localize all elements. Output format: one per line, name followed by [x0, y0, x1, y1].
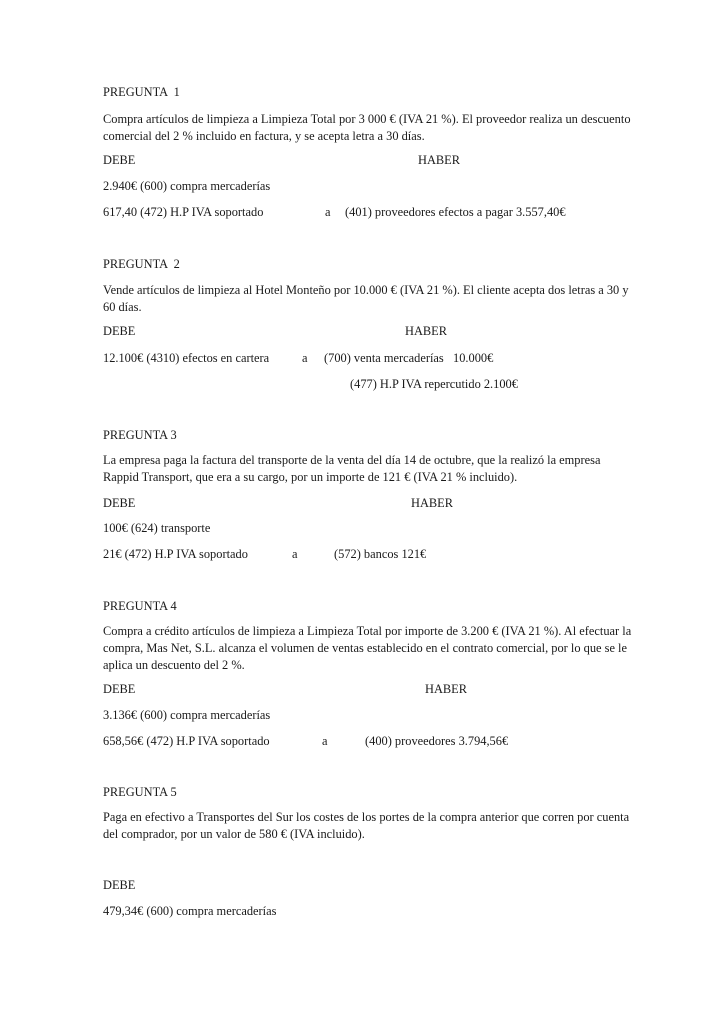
- question-3-entry-separator: a: [292, 547, 298, 561]
- question-2-statement: Vende artículos de limpieza al Hotel Monteño por 10.000 € (IVA 21 %). El cliente acepta dos letras a 30 y 60 días.: [103, 283, 629, 314]
- question-5-debe-label: DEBE: [103, 878, 136, 892]
- question-2-haber-label: HABER: [405, 324, 447, 338]
- question-4-title: PREGUNTA 4: [103, 599, 177, 613]
- question-3-title: PREGUNTA 3: [103, 428, 177, 442]
- question-1-debe-label: DEBE: [103, 153, 136, 167]
- question-2-entry-debit: 12.100€ (4310) efectos en cartera: [103, 351, 270, 365]
- question-4-entry-debit: 658,56€ (472) H.P IVA soportado: [103, 734, 270, 748]
- question-2-debe-label: DEBE: [103, 324, 136, 338]
- question-1-haber-label: HABER: [418, 153, 460, 167]
- question-1-entry-debit: 617,40 (472) H.P IVA soportado: [103, 205, 264, 219]
- question-1-entry-debit: 2.940€ (600) compra mercaderías: [103, 179, 271, 193]
- question-4-debe-label: DEBE: [103, 682, 136, 696]
- question-3-entry-credit: (572) bancos 121€: [334, 547, 427, 561]
- question-4-haber-label: HABER: [425, 682, 467, 696]
- question-3-haber-label: HABER: [411, 496, 453, 510]
- question-4-entry-credit: (400) proveedores 3.794,56€: [365, 734, 509, 748]
- question-4-entry-debit: 3.136€ (600) compra mercaderías: [103, 708, 271, 722]
- question-1-statement: Compra artículos de limpieza a Limpieza Total por 3 000 € (IVA 21 %). El proveedor realiza un descuento comercial del 2 % incluido en factura, y se acepta letra a 30 días.: [103, 112, 631, 143]
- question-5-entry-debit: 479,34€ (600) compra mercaderías: [103, 904, 277, 918]
- question-3-entry-debit: 100€ (624) transporte: [103, 521, 211, 535]
- question-5-statement: Paga en efectivo a Transportes del Sur los costes de los portes de la compra anterior que corren por cuenta del comprador, por un valor de 580 € (IVA incluido).: [103, 810, 630, 841]
- question-3-statement: La empresa paga la factura del transporte de la venta del día 14 de octubre, que la realizó la empresa Rappid Transport, que era a su cargo, por un importe de 121 € (IVA 21 % incluido).: [103, 453, 601, 484]
- question-4-statement: Compra a crédito artículos de limpieza a Limpieza Total por importe de 3.200 € (IVA 21 %). Al efectuar la compra, Mas Net, S.L. alcanza el volumen de ventas establecido en el contrato comercial, por lo que se le aplica un descuento del 2 %.: [103, 624, 632, 672]
- question-2-entry-credit: (700) venta mercaderías 10.000€: [324, 351, 494, 365]
- question-2-entry-separator: a: [302, 351, 308, 365]
- question-1-title: PREGUNTA 1: [103, 85, 180, 99]
- question-4-entry-separator: a: [322, 734, 328, 748]
- question-1-entry-credit: (401) proveedores efectos a pagar 3.557,40€: [345, 205, 566, 219]
- question-3-entry-debit: 21€ (472) H.P IVA soportado: [103, 547, 248, 561]
- question-1-entry-separator: a: [325, 205, 331, 219]
- question-2-title: PREGUNTA 2: [103, 257, 180, 271]
- question-2-entry-credit: (477) H.P IVA repercutido 2.100€: [350, 377, 518, 391]
- question-3-debe-label: DEBE: [103, 496, 136, 510]
- question-5-title: PREGUNTA 5: [103, 785, 177, 799]
